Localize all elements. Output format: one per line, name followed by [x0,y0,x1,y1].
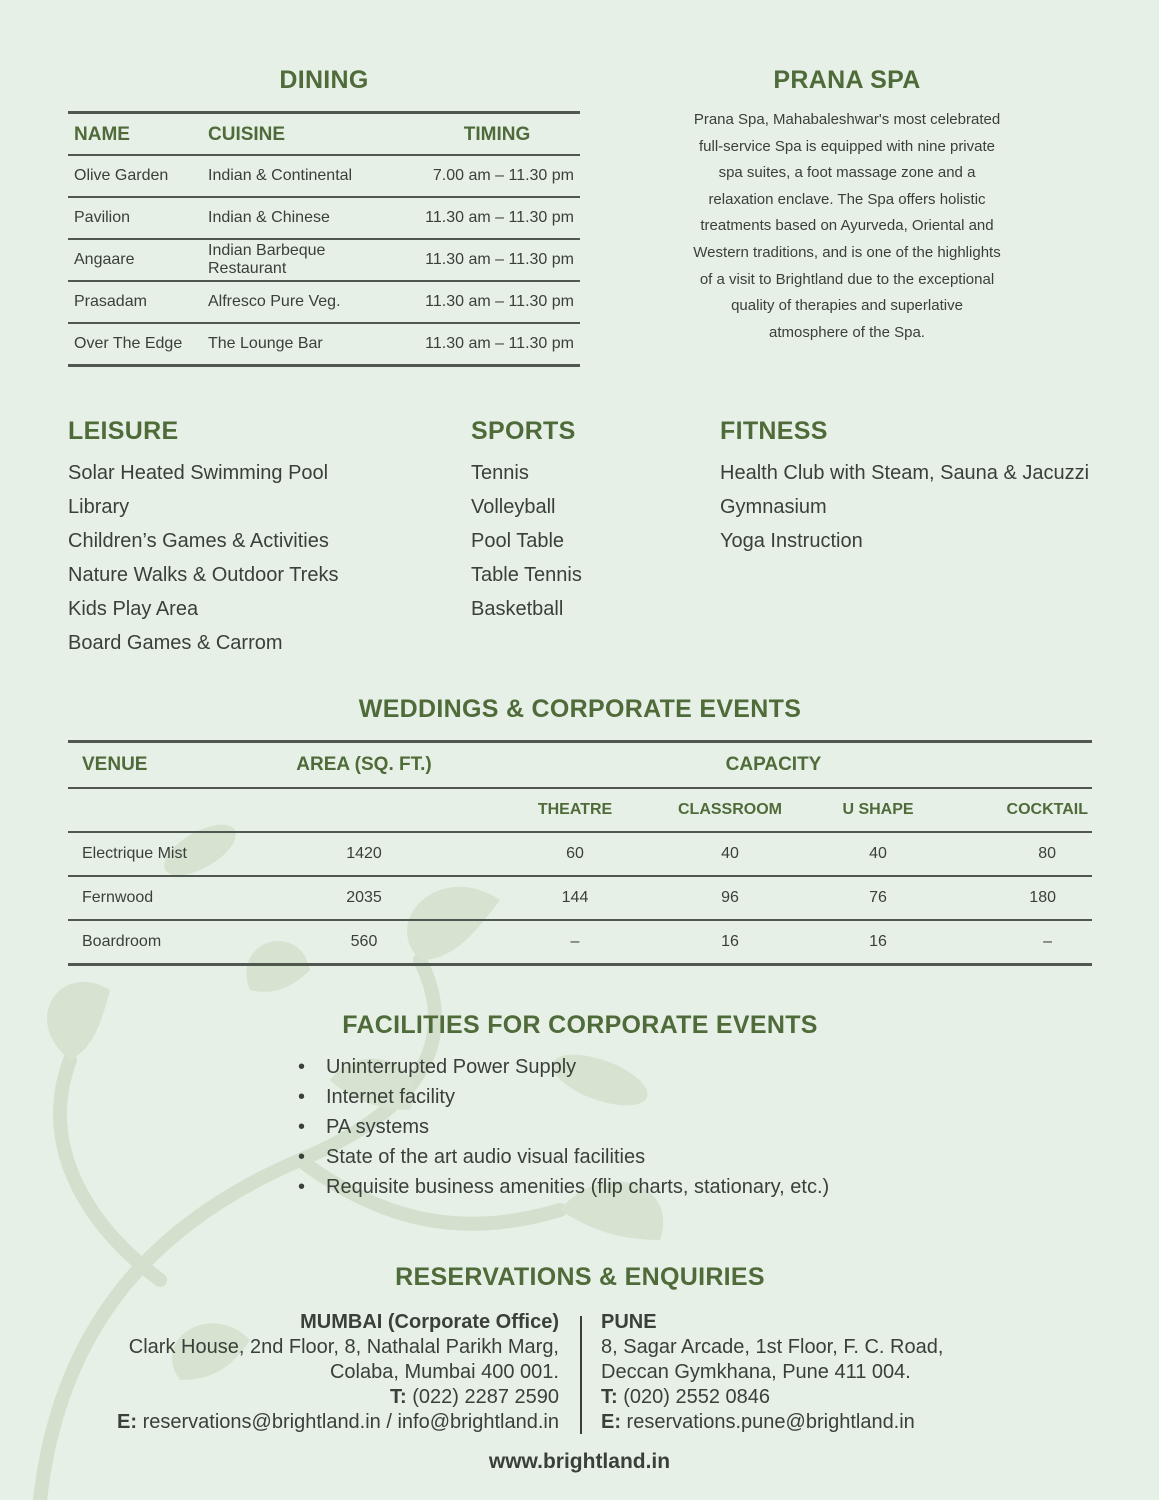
dining-timing: 7.00 am – 11.30 pm [414,155,580,197]
reservations-title: RESERVATIONS & ENQUIRIES [395,1263,765,1291]
venue-ushape: 76 [804,876,952,920]
list-item: Kids Play Area [68,598,199,620]
email-label: E: [601,1411,621,1433]
phone-number[interactable]: (020) 2552 0846 [617,1386,771,1408]
facility-label: State of the art audio visual facilities [326,1146,646,1168]
venue-name: Fernwood [68,876,273,920]
weddings-header-area: AREA (SQ. FT.) [273,742,455,789]
facilities-list [298,1052,829,1202]
table-row [68,832,1092,876]
weddings-title: WEDDINGS & CORPORATE EVENTS [358,695,802,723]
venue-cocktail: 80 [952,832,1092,876]
venue-ushape: 16 [869,933,887,950]
venue-theatre: 60 [455,832,656,876]
leisure-section [68,417,338,660]
dining-header-timing: TIMING [414,113,580,156]
leisure-title: LEISURE [68,417,179,445]
list-item [298,1082,829,1112]
facilities-section [298,1052,829,1202]
bullet-icon: • [298,1056,306,1078]
weddings-header-classroom: CLASSROOM [656,788,804,832]
spa-line: Western traditions, and is one of the highlights [693,243,1001,261]
spa-section [678,66,1016,346]
venue-classroom: 40 [656,832,804,876]
office-address: Colaba, Mumbai 400 001. [329,1361,559,1383]
fitness-list [720,456,1089,558]
table-row [68,323,580,366]
dining-table [68,111,580,367]
venue-theatre: – [570,933,580,950]
list-item [298,1142,829,1172]
weddings-section [68,740,1092,966]
sports-list [471,456,582,626]
spa-line: Prana Spa, Mahabaleshwar's most celebrated [693,111,1001,128]
phone-label: T: [389,1386,407,1408]
list-item: Basketball [471,598,564,620]
dining-name: Olive Garden [68,155,202,197]
bullet-icon: • [298,1116,306,1138]
email-address[interactable]: reservations@brightland.in / info@brightland.in [137,1411,559,1433]
list-item: Board Games & Carrom [68,632,283,654]
list-item [298,1172,829,1202]
email-label: E: [117,1411,138,1433]
facility-label: PA systems [326,1116,429,1138]
list-item: Gymnasium [720,496,827,518]
office-address: Clark House, 2nd Floor, 8, Nathalal Parikh Marg, [128,1336,559,1358]
spa-line: quality of therapies and superlative [731,297,963,315]
dining-timing: 11.30 am – 11.30 pm [414,281,580,323]
spa-line: spa suites, a foot massage zone and a [718,164,976,182]
list-item: Health Club with Steam, Sauna & Jacuzzi [720,462,1090,484]
list-item: Table Tennis [471,564,582,586]
email-address[interactable]: reservations.pune@brightland.in [621,1411,915,1433]
dining-timing: 11.30 am – 11.30 pm [414,239,580,281]
dining-name: Over The Edge [74,335,183,352]
list-item: Nature Walks & Outdoor Treks [68,564,339,586]
table-row [68,920,1092,965]
weddings-table [68,740,1092,966]
spa-line: atmosphere of the Spa. [769,323,925,341]
list-item: Pool Table [471,530,565,552]
dining-cuisine: Alfresco Pure Veg. [202,281,414,323]
office-email [601,1410,943,1435]
dining-name: Pavilion [68,197,202,239]
spa-line: relaxation enclave. The Spa offers holistic [708,190,986,208]
table-row [68,281,580,323]
list-item: Library [68,496,130,518]
mumbai-office [117,1310,559,1435]
divider [580,1316,582,1434]
dining-cuisine: Indian Barbeque Restaurant [202,239,414,281]
list-item: Children’s Games & Activities [68,530,329,552]
weddings-header-cocktail: COCKTAIL [952,788,1092,832]
table-row [68,155,580,197]
venue-cocktail: – [1043,933,1052,950]
venue-area: 560 [350,933,378,950]
dining-title: DINING [279,66,369,94]
venue-classroom: 16 [721,933,739,950]
facility-label: Uninterrupted Power Supply [326,1056,577,1078]
spa-title: PRANA SPA [773,66,921,94]
weddings-header-ushape: U SHAPE [804,788,952,832]
venue-name: Electrique Mist [68,832,273,876]
venue-area: 1420 [273,832,455,876]
office-address: Deccan Gymkhana, Pune 411 004. [601,1361,911,1383]
office-address: 8, Sagar Arcade, 1st Floor, F. C. Road, [601,1336,944,1358]
sports-section [471,417,582,626]
spa-line: treatments based on Ayurveda, Oriental and [700,217,994,235]
list-item [298,1052,829,1082]
table-row [68,197,580,239]
dining-name: Angaare [68,239,202,281]
bullet-icon: • [298,1176,306,1198]
phone-label: T: [601,1386,618,1408]
dining-timing: 11.30 am – 11.30 pm [425,335,574,352]
venue-theatre: 144 [455,876,656,920]
office-name: MUMBAI (Corporate Office) [300,1311,559,1333]
facilities-title: FACILITIES FOR CORPORATE EVENTS [342,1011,818,1039]
sports-title: SPORTS [471,417,576,445]
dining-timing: 11.30 am – 11.30 pm [414,197,580,239]
dining-header-name: NAME [68,113,202,156]
dining-cuisine: The Lounge Bar [208,335,323,352]
venue-ushape: 40 [804,832,952,876]
dining-name: Prasadam [68,281,202,323]
table-row [68,876,1092,920]
facility-label: Internet facility [326,1086,455,1108]
weddings-header-theatre: THEATRE [455,788,656,832]
list-item: Yoga Instruction [720,530,863,552]
bullet-icon: • [298,1086,306,1108]
list-item: Tennis [471,462,529,484]
fitness-title: FITNESS [720,417,828,445]
leisure-list [68,456,338,660]
dining-cuisine: Indian & Chinese [202,197,414,239]
dining-header-cuisine: CUISINE [202,113,414,156]
dining-section [68,66,580,367]
list-item: Volleyball [471,496,556,518]
table-row [68,239,580,281]
office-phone [601,1385,943,1410]
list-item: Solar Heated Swimming Pool [68,462,329,484]
spa-line: full-service Spa is equipped with nine private [699,137,995,155]
venue-classroom: 96 [656,876,804,920]
facility-label: Requisite business amenities (flip charts, stationary, etc.) [326,1176,830,1198]
venue-name: Boardroom [82,933,162,950]
weddings-header-capacity: CAPACITY [455,742,1092,789]
empty-header [273,788,455,832]
list-item [298,1112,829,1142]
fitness-section [720,417,1089,558]
website-link[interactable]: www.brightland.in [488,1450,671,1473]
weddings-header-venue: VENUE [68,742,273,789]
office-name: PUNE [601,1311,657,1333]
office-phone [117,1385,559,1410]
dining-cuisine: Indian & Continental [202,155,414,197]
venue-cocktail: 180 [952,876,1092,920]
pune-office [601,1310,943,1435]
office-email [117,1410,559,1435]
phone-number[interactable]: (022) 2287 2590 [406,1386,559,1408]
venue-area: 2035 [273,876,455,920]
spa-line: of a visit to Brightland due to the exceptional [699,270,995,288]
bullet-icon: • [298,1146,306,1168]
spa-description [678,107,1016,346]
empty-header [68,788,273,832]
